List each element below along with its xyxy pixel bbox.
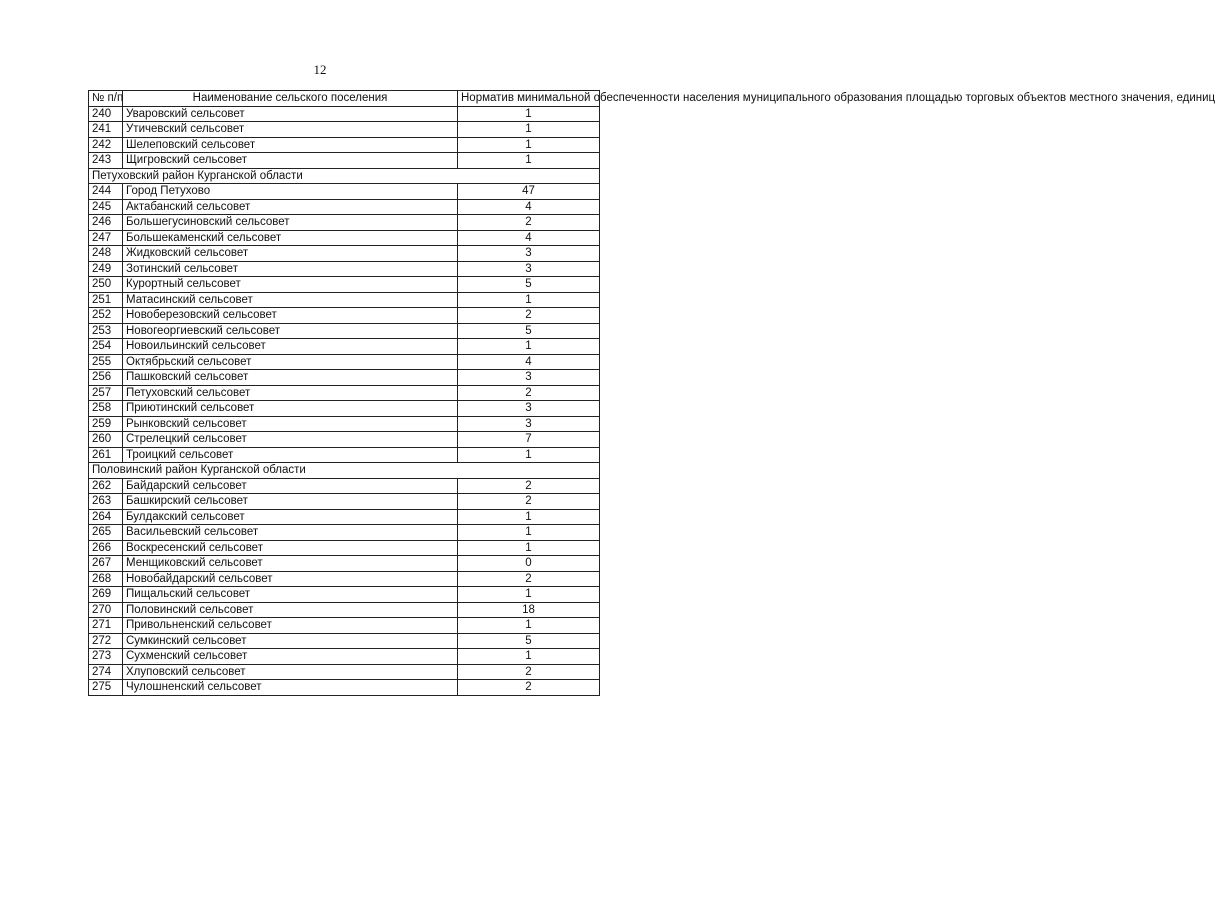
row-number: 273 <box>89 649 123 665</box>
settlement-name: Новогеоргиевский сельсовет <box>123 323 458 339</box>
row-number: 267 <box>89 556 123 572</box>
settlement-name: Приютинский сельсовет <box>123 401 458 417</box>
table-row <box>89 339 600 355</box>
table-row <box>89 540 600 556</box>
table-header-row <box>89 91 600 107</box>
row-number: 274 <box>89 664 123 680</box>
table-body <box>89 106 600 695</box>
norm-value: 3 <box>458 246 600 262</box>
norm-value: 2 <box>458 385 600 401</box>
table-row <box>89 401 600 417</box>
norm-value: 1 <box>458 587 600 603</box>
row-number: 251 <box>89 292 123 308</box>
settlement-name: Большегусиновский сельсовет <box>123 215 458 231</box>
table-row <box>89 432 600 448</box>
row-number: 268 <box>89 571 123 587</box>
row-number: 255 <box>89 354 123 370</box>
settlement-name: Утичевский сельсовет <box>123 122 458 138</box>
table-row <box>89 106 600 122</box>
row-number: 262 <box>89 478 123 494</box>
norm-value: 1 <box>458 540 600 556</box>
norm-value: 1 <box>458 649 600 665</box>
table-row <box>89 571 600 587</box>
table-row <box>89 277 600 293</box>
page-number: 12 <box>313 62 327 77</box>
table-row <box>89 494 600 510</box>
row-number: 266 <box>89 540 123 556</box>
settlement-name: Уваровский сельсовет <box>123 106 458 122</box>
settlement-name: Город Петухово <box>123 184 458 200</box>
norm-value: 1 <box>458 339 600 355</box>
norm-value: 3 <box>458 261 600 277</box>
row-number: 253 <box>89 323 123 339</box>
settlement-name: Петуховский сельсовет <box>123 385 458 401</box>
norm-value: 47 <box>458 184 600 200</box>
row-number: 254 <box>89 339 123 355</box>
settlement-name: Сухменский сельсовет <box>123 649 458 665</box>
norm-value: 7 <box>458 432 600 448</box>
row-number: 241 <box>89 122 123 138</box>
region-title: Петуховский район Курганской области <box>89 168 600 184</box>
norm-value: 2 <box>458 215 600 231</box>
header-settlement-name: Наименование сельского поселения <box>123 91 458 107</box>
table-row <box>89 664 600 680</box>
row-number: 247 <box>89 230 123 246</box>
settlement-name: Жидковский сельсовет <box>123 246 458 262</box>
table-row <box>89 556 600 572</box>
row-number: 272 <box>89 633 123 649</box>
settlement-name: Хлуповский сельсовет <box>123 664 458 680</box>
settlement-name: Пашковский сельсовет <box>123 370 458 386</box>
row-number: 263 <box>89 494 123 510</box>
table-row <box>89 215 600 231</box>
settlement-name: Щигровский сельсовет <box>123 153 458 169</box>
table-row <box>89 525 600 541</box>
row-number: 244 <box>89 184 123 200</box>
row-number: 275 <box>89 680 123 696</box>
settlement-name: Новоильинский сельсовет <box>123 339 458 355</box>
row-number: 260 <box>89 432 123 448</box>
settlement-name: Октябрьский сельсовет <box>123 354 458 370</box>
table-row <box>89 385 600 401</box>
row-number: 258 <box>89 401 123 417</box>
settlement-name: Матасинский сельсовет <box>123 292 458 308</box>
norm-value: 3 <box>458 370 600 386</box>
norm-value: 0 <box>458 556 600 572</box>
table-row <box>89 633 600 649</box>
row-number: 261 <box>89 447 123 463</box>
settlement-name: Курортный сельсовет <box>123 277 458 293</box>
table-row <box>89 199 600 215</box>
settlement-name: Васильевский сельсовет <box>123 525 458 541</box>
norm-value: 3 <box>458 401 600 417</box>
row-number: 250 <box>89 277 123 293</box>
norm-value: 2 <box>458 664 600 680</box>
table-row <box>89 261 600 277</box>
table-row <box>89 680 600 696</box>
table-row <box>89 447 600 463</box>
settlement-name: Троицкий сельсовет <box>123 447 458 463</box>
norm-value: 1 <box>458 509 600 525</box>
norm-value: 5 <box>458 323 600 339</box>
norm-value: 1 <box>458 447 600 463</box>
norm-value: 1 <box>458 153 600 169</box>
row-number: 257 <box>89 385 123 401</box>
norm-value: 3 <box>458 416 600 432</box>
row-number: 256 <box>89 370 123 386</box>
row-number: 246 <box>89 215 123 231</box>
row-number: 265 <box>89 525 123 541</box>
table-row <box>89 122 600 138</box>
row-number: 271 <box>89 618 123 634</box>
row-number: 264 <box>89 509 123 525</box>
row-number: 249 <box>89 261 123 277</box>
settlement-name: Пищальский сельсовет <box>123 587 458 603</box>
norm-value: 2 <box>458 478 600 494</box>
row-number: 242 <box>89 137 123 153</box>
table-row <box>89 416 600 432</box>
norm-value: 1 <box>458 106 600 122</box>
settlements-table <box>88 90 1215 696</box>
table-row <box>89 587 600 603</box>
norm-value: 5 <box>458 277 600 293</box>
norm-value: 1 <box>458 292 600 308</box>
norm-value: 1 <box>458 137 600 153</box>
norm-value: 1 <box>458 618 600 634</box>
table-row <box>89 649 600 665</box>
table-row <box>89 478 600 494</box>
norm-value: 2 <box>458 680 600 696</box>
table-row <box>89 602 600 618</box>
norm-value: 1 <box>458 525 600 541</box>
row-number: 248 <box>89 246 123 262</box>
table-row <box>89 370 600 386</box>
settlement-name: Башкирский сельсовет <box>123 494 458 510</box>
header-number: № п/п <box>89 91 123 107</box>
region-row <box>89 168 600 184</box>
settlement-name: Зотинский сельсовет <box>123 261 458 277</box>
row-number: 245 <box>89 199 123 215</box>
settlement-name: Булдакский сельсовет <box>123 509 458 525</box>
settlement-name: Шелеповский сельсовет <box>123 137 458 153</box>
table-row <box>89 137 600 153</box>
table-row <box>89 246 600 262</box>
table-row <box>89 354 600 370</box>
settlement-name: Актабанский сельсовет <box>123 199 458 215</box>
table-row <box>89 323 600 339</box>
settlement-name: Новоберезовский сельсовет <box>123 308 458 324</box>
table-row <box>89 618 600 634</box>
table-row <box>89 153 600 169</box>
norm-value: 4 <box>458 354 600 370</box>
settlement-name: Сумкинский сельсовет <box>123 633 458 649</box>
row-number: 269 <box>89 587 123 603</box>
norm-value: 1 <box>458 122 600 138</box>
settlement-name: Половинский сельсовет <box>123 602 458 618</box>
region-title: Половинский район Курганской области <box>89 463 600 479</box>
norm-value: 2 <box>458 571 600 587</box>
settlement-name: Воскресенский сельсовет <box>123 540 458 556</box>
table-row <box>89 509 600 525</box>
norm-value: 2 <box>458 308 600 324</box>
table-row <box>89 292 600 308</box>
row-number: 252 <box>89 308 123 324</box>
norm-value: 4 <box>458 199 600 215</box>
table-row <box>89 184 600 200</box>
norm-value: 4 <box>458 230 600 246</box>
settlement-name: Большекаменский сельсовет <box>123 230 458 246</box>
row-number: 240 <box>89 106 123 122</box>
table-row <box>89 308 600 324</box>
header-norm-value: Норматив минимальной обеспеченности населения муниципального образования площадью торговых объектов местного значения, единиц <box>458 91 600 107</box>
settlement-name: Менщиковский сельсовет <box>123 556 458 572</box>
norm-value: 18 <box>458 602 600 618</box>
settlement-name: Привольненский сельсовет <box>123 618 458 634</box>
norm-value: 2 <box>458 494 600 510</box>
row-number: 259 <box>89 416 123 432</box>
settlement-name: Стрелецкий сельсовет <box>123 432 458 448</box>
table-row <box>89 230 600 246</box>
row-number: 270 <box>89 602 123 618</box>
settlement-name: Новобайдарский сельсовет <box>123 571 458 587</box>
row-number: 243 <box>89 153 123 169</box>
settlement-name: Чулошненский сельсовет <box>123 680 458 696</box>
settlement-name: Байдарский сельсовет <box>123 478 458 494</box>
region-row <box>89 463 600 479</box>
norm-value: 5 <box>458 633 600 649</box>
settlement-name: Рынковский сельсовет <box>123 416 458 432</box>
